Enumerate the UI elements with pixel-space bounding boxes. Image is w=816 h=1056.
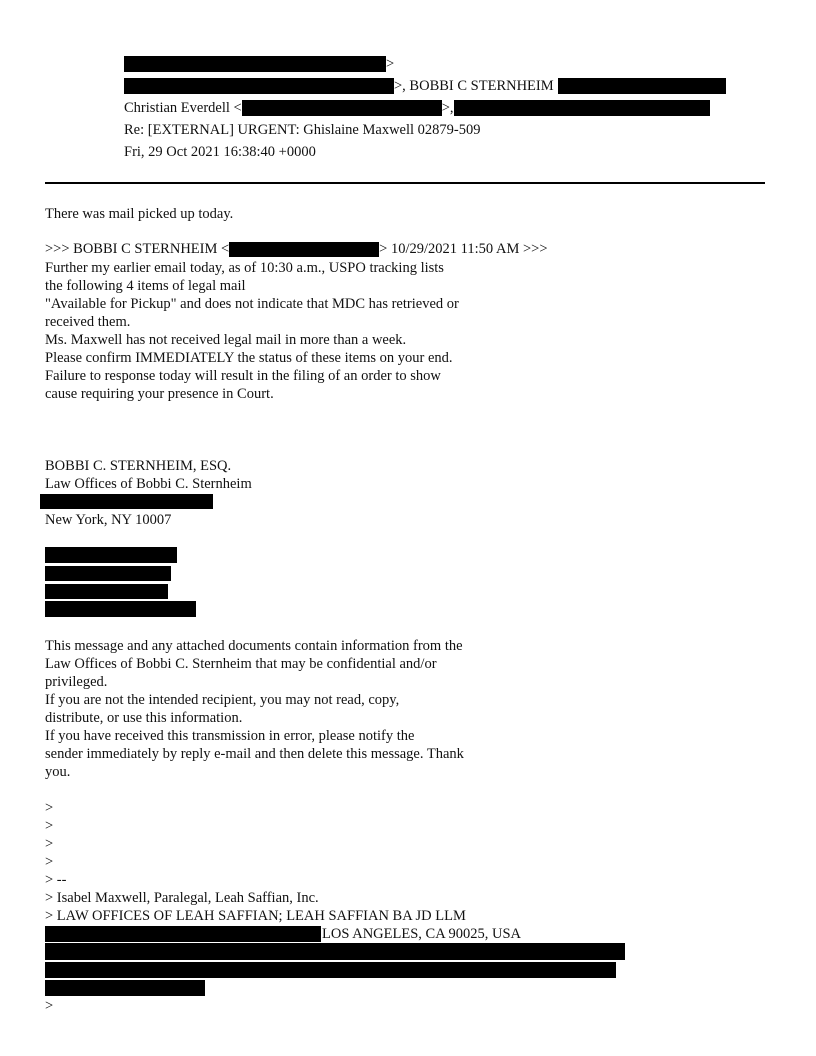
disclaimer-line: you. — [45, 764, 71, 780]
message-line: Ms. Maxwell has not received legal mail in more than a week. — [45, 332, 407, 348]
quoted-line: > — [45, 998, 54, 1014]
message-line: the following 4 items of legal mail — [45, 278, 246, 294]
disclaimer-line: distribute, or use this information. — [45, 710, 243, 726]
quote-header — [45, 240, 548, 258]
header-divider — [45, 182, 765, 184]
quoted-line: > — [45, 800, 54, 816]
signature-name: BOBBI C. STERNHEIM, ESQ. — [45, 458, 232, 474]
address-line: LOS ANGELES, CA 90025, USA — [322, 926, 521, 942]
redaction-box — [45, 547, 177, 563]
to-recipient: >, BOBBI C STERNHEIM — [394, 78, 554, 94]
signature-firm: Law Offices of Bobbi C. Sternheim — [45, 476, 252, 492]
disclaimer-line: This message and any attached documents contain information from the — [45, 638, 463, 654]
redaction-box — [45, 926, 321, 942]
message-line: Failure to response today will result in the filing of an order to show — [45, 368, 441, 384]
disclaimer-line: If you have received this transmission in error, please notify the — [45, 728, 415, 744]
quoted-line: > — [45, 818, 54, 834]
redaction-box — [45, 566, 171, 581]
redaction-box — [242, 100, 442, 116]
subject-value: Re: [EXTERNAL] URGENT: Ghislaine Maxwell 02879-509 — [124, 122, 481, 138]
redaction-box — [229, 242, 379, 257]
redaction-box — [558, 78, 726, 94]
message-line: Please confirm IMMEDIATELY the status of these items on your end. — [45, 350, 453, 366]
from-suffix: > — [386, 56, 395, 72]
date-value: Fri, 29 Oct 2021 16:38:40 +0000 — [124, 144, 316, 160]
cc-middle: >, — [441, 100, 454, 116]
quoted-line: > — [45, 854, 54, 870]
disclaimer-line: If you are not the intended recipient, you may not read, copy, — [45, 692, 400, 708]
message-line: Further my earlier email today, as of 10:30 a.m., USPO tracking lists — [45, 260, 444, 276]
cc-value — [124, 97, 710, 119]
redaction-box — [45, 962, 616, 978]
redaction-box — [45, 584, 168, 599]
redaction-box — [45, 980, 205, 996]
to-value — [124, 75, 726, 97]
quoted-line: > -- — [45, 872, 67, 888]
redaction-box — [124, 78, 394, 94]
quoted-line: > Isabel Maxwell, Paralegal, Leah Saffian, Inc. — [45, 890, 319, 906]
redaction-box — [40, 494, 213, 509]
redaction-box — [45, 943, 625, 960]
intro-line: There was mail picked up today. — [45, 206, 234, 222]
message-line: received them. — [45, 314, 131, 330]
redaction-box — [124, 56, 386, 72]
quoted-line: > LAW OFFICES OF LEAH SAFFIAN; LEAH SAFFIAN BA JD LLM — [45, 908, 466, 924]
quote-suffix: > 10/29/2021 11:50 AM >>> — [379, 241, 548, 257]
from-value — [124, 53, 394, 75]
disclaimer-line: Law Offices of Bobbi C. Sternheim that may be confidential and/or — [45, 656, 437, 672]
redaction-box — [454, 100, 710, 116]
signature-city: New York, NY 10007 — [45, 512, 172, 528]
message-line: cause requiring your presence in Court. — [45, 386, 274, 402]
message-line: "Available for Pickup" and does not indicate that MDC has retrieved or — [45, 296, 459, 312]
cc-prefix: Christian Everdell < — [124, 100, 242, 116]
quoted-line: > — [45, 836, 54, 852]
quote-prefix: >>> BOBBI C STERNHEIM < — [45, 241, 230, 257]
redaction-box — [45, 601, 196, 617]
disclaimer-line: privileged. — [45, 674, 108, 690]
disclaimer-line: sender immediately by reply e-mail and then delete this message. Thank — [45, 746, 464, 762]
